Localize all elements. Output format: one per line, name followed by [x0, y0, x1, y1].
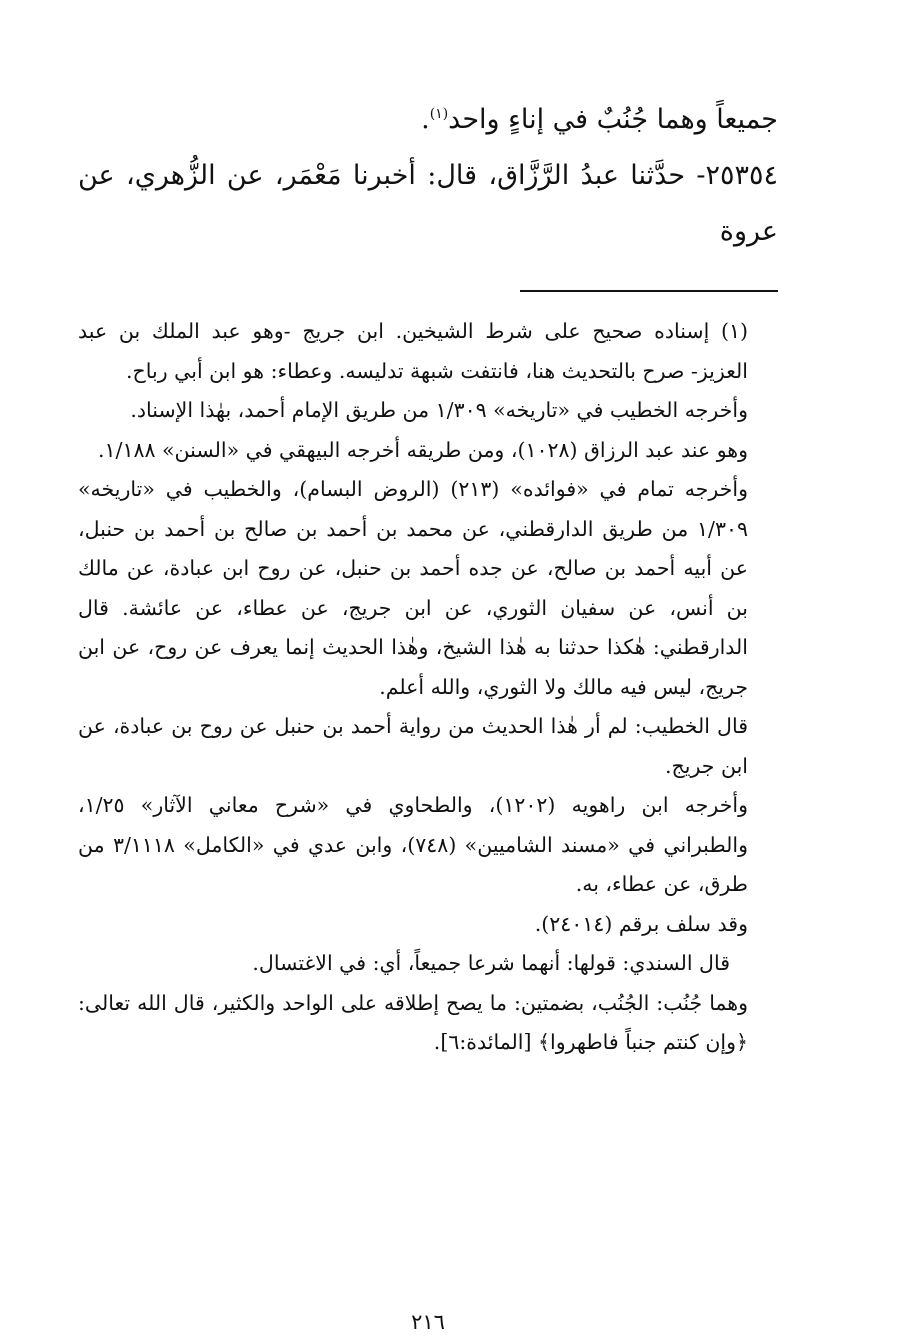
page-number: ٢١٦	[411, 1310, 445, 1334]
footnote-paragraph: وأخرجه الخطيب في «تاريخه» ١/٣٠٩ من طريق الإمام أحمد، بهٰذا الإسناد.	[130, 398, 748, 422]
footnote-paragraph: وأخرجه تمام في «فوائده» (٢١٣) (الروض البسام)، والخطيب في «تاريخه» ١/٣٠٩ من طريق الدارقطني، عن محمد بن أحمد بن صالح بن أحمد بن حنبل، عن أبيه أحمد بن صالح، عن جده أحمد بن حنبل، عن روح ابن عبادة، عن مالك بن أنس، عن سفيان الثوري، عن ابن جريج، عن عطاء، عن عائشة. قال الدارقطني: هٰكذا حدثنا به هٰذا الشيخ، وهٰذا الحديث إنما يعرف عن روح، عن ابن جريج، ليس فيه مالك ولا الثوري، والله أعلم.	[78, 477, 748, 699]
main-text-line	[78, 92, 778, 148]
footnote-paragraph: وهما جُنُب: الجُنُب، بضمتين: ما يصح إطلاقه على الواحد والكثير، قال الله تعالى: ﴿وإن كنتم جنباً فاطهروا﴾ [المائدة:٦].	[78, 990, 748, 1054]
footnote-reference: (١)	[429, 106, 449, 122]
book-page	[78, 92, 778, 1334]
main-text	[78, 92, 778, 260]
footnote-paragraph: وهو عند عبد الرزاق (١٠٢٨)، ومن طريقه أخرجه البيهقي في «السنن» ١/١٨٨.	[98, 437, 748, 462]
footnote-separator	[520, 290, 778, 292]
footnote-paragraph: قال الخطيب: لم أر هٰذا الحديث من رواية أحمد بن حنبل عن روح بن عبادة، عن ابن جريج.	[78, 714, 748, 778]
footnote-paragraph: قال السندي: قولها: أنهما شرعا جميعاً، أي: في الاغتسال.	[252, 951, 730, 975]
footnotes-section	[78, 312, 778, 1063]
hadith-text: ٢٥٣٥٤- حدَّثنا عبدُ الرَّزَّاق، قال: أخبرنا مَعْمَر، عن الزُّهري، عن عروة	[78, 160, 778, 247]
footnote-paragraph: (١) إسناده صحيح على شرط الشيخين. ابن جريج -وهو عبد الملك بن عبد العزيز- صرح بالتحديث هنا، فانتفت شبهة تدليسه. وعطاء: هو ابن أبي رباح.	[78, 319, 748, 383]
footnote-paragraph: وأخرجه ابن راهويه (١٢٠٢)، والطحاوي في «شرح معاني الآثار» ١/٢٥، والطبراني في «مسند الشاميين» (٧٤٨)، وابن عدي في «الكامل» ٣/١١١٨ من طرق، عن عطاء، به.	[78, 793, 749, 896]
main-text-fragment: جميعاً وهما جُنُبٌ في إناءٍ واحد	[448, 104, 778, 135]
footnote-paragraph: وقد سلف برقم (٢٤٠١٤).	[534, 911, 748, 936]
main-text-period: .	[421, 104, 430, 135]
